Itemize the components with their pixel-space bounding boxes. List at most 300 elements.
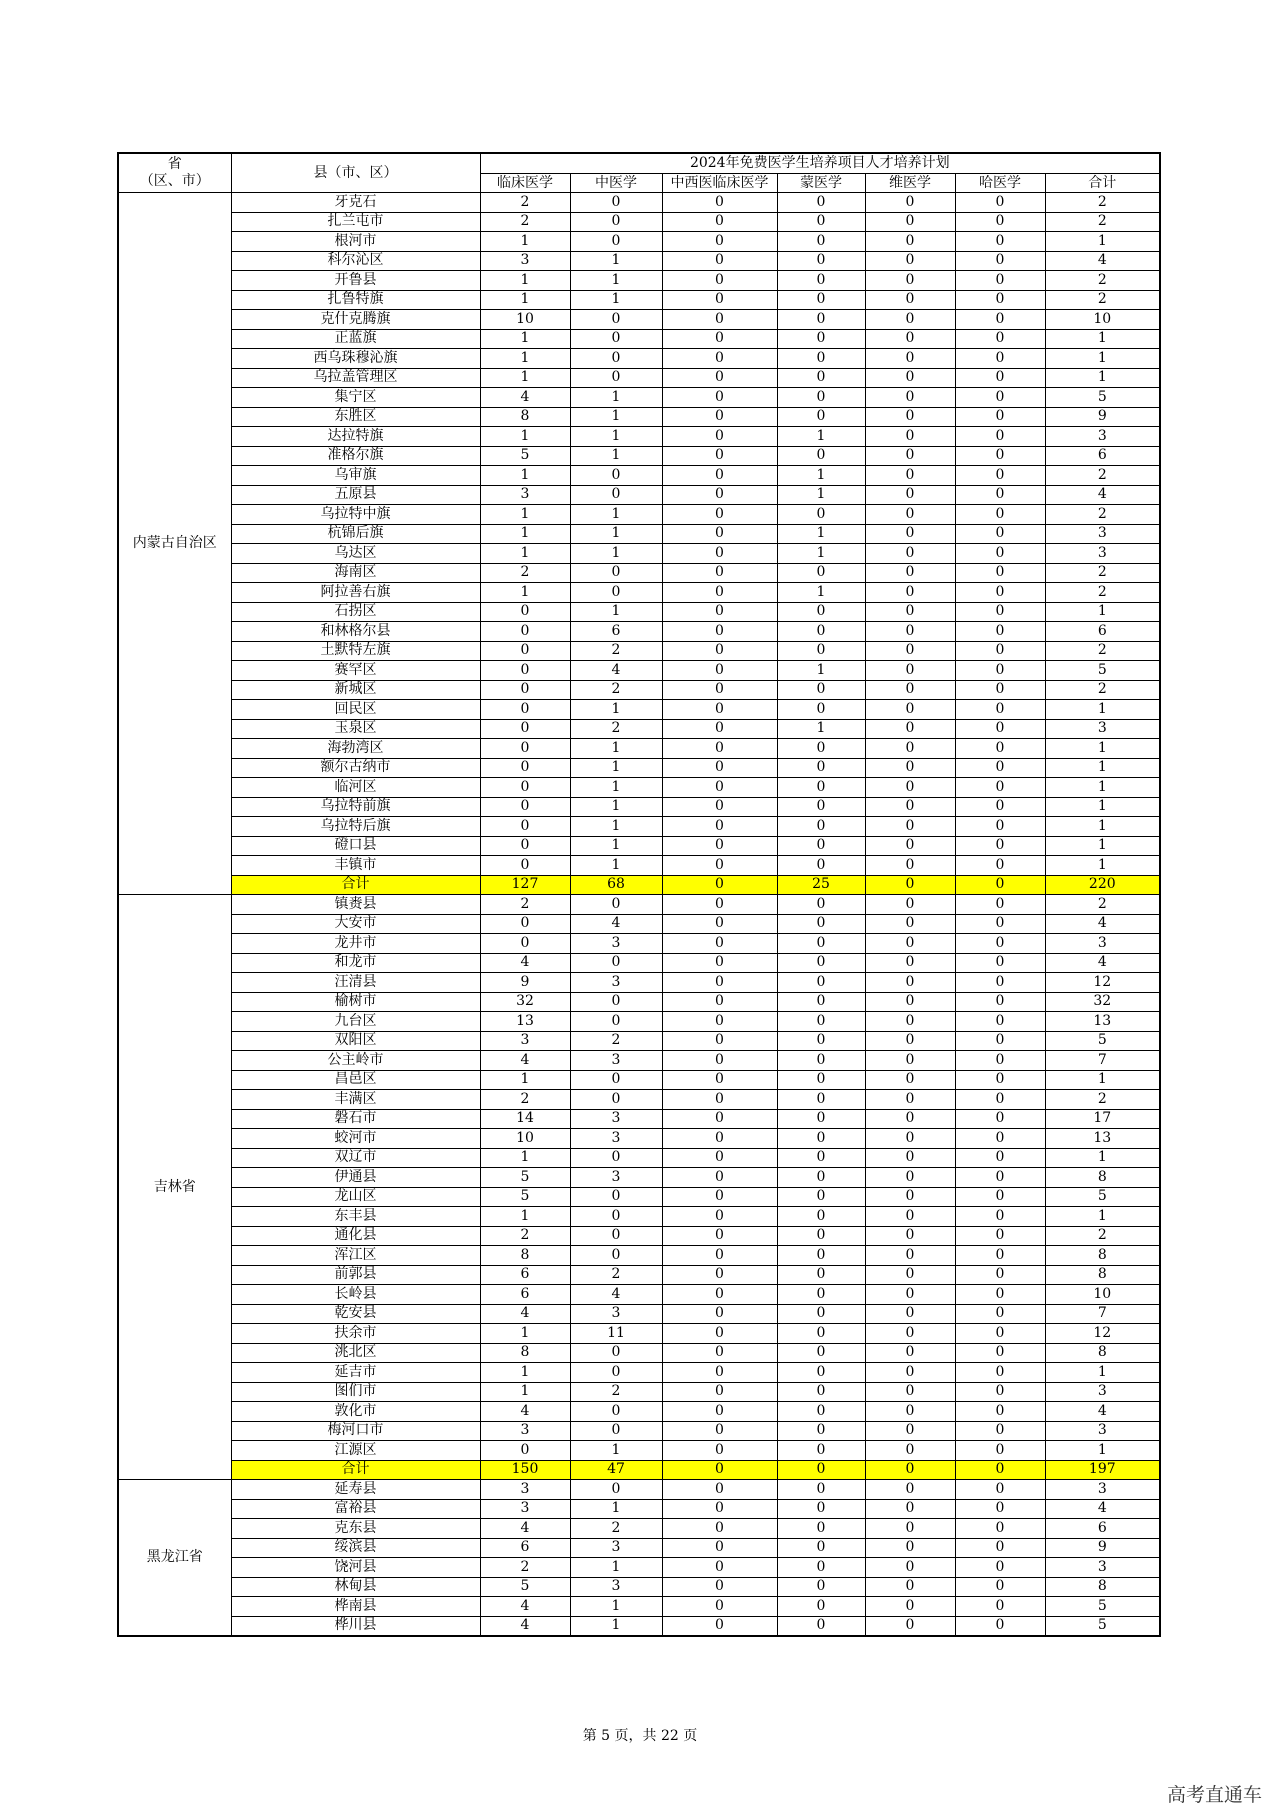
table-row [118, 797, 1160, 817]
value-cell: 10 [1045, 1285, 1160, 1305]
value-cell: 0 [955, 797, 1045, 817]
value-cell: 1 [480, 544, 570, 564]
value-cell: 3 [570, 1129, 662, 1149]
value-cell: 0 [865, 602, 955, 622]
value-cell: 0 [955, 758, 1045, 778]
value-cell: 1 [480, 349, 570, 369]
table-row [118, 583, 1160, 603]
value-cell: 0 [777, 602, 865, 622]
value-cell: 0 [662, 661, 777, 681]
value-cell: 6 [1045, 622, 1160, 642]
value-cell: 0 [955, 1090, 1045, 1110]
county-cell: 土默特左旗 [231, 641, 480, 661]
value-cell: 0 [777, 1441, 865, 1461]
county-cell: 牙克石 [231, 193, 480, 213]
value-cell: 0 [662, 778, 777, 798]
table-row [118, 290, 1160, 310]
value-cell: 1 [1045, 1207, 1160, 1227]
value-cell: 0 [865, 1441, 955, 1461]
value-cell: 0 [777, 1324, 865, 1344]
value-cell: 0 [955, 1538, 1045, 1558]
county-cell: 和林格尔县 [231, 622, 480, 642]
table-row [118, 388, 1160, 408]
province-header-line1: 省 [167, 156, 182, 172]
table-row [118, 251, 1160, 271]
county-cell: 乌拉盖管理区 [231, 368, 480, 388]
value-cell: 0 [480, 836, 570, 856]
value-cell: 0 [480, 758, 570, 778]
value-cell: 0 [662, 329, 777, 349]
value-cell: 0 [662, 1148, 777, 1168]
value-cell: 0 [777, 1363, 865, 1383]
value-cell: 0 [865, 758, 955, 778]
table-row [118, 758, 1160, 778]
value-cell: 32 [480, 992, 570, 1012]
value-cell: 0 [662, 719, 777, 739]
total-row [118, 875, 1160, 895]
value-cell: 0 [955, 563, 1045, 583]
value-cell: 1 [1045, 368, 1160, 388]
value-cell: 0 [865, 661, 955, 681]
value-cell: 0 [955, 1012, 1045, 1032]
total-value-cell: 0 [777, 1460, 865, 1480]
value-cell: 8 [480, 1246, 570, 1266]
value-cell: 0 [955, 1480, 1045, 1500]
col-header-integrated: 中西医临床医学 [662, 174, 777, 193]
value-cell: 0 [955, 914, 1045, 934]
county-cell: 桦南县 [231, 1597, 480, 1617]
value-cell: 1 [777, 485, 865, 505]
value-cell: 1 [480, 583, 570, 603]
value-cell: 0 [777, 992, 865, 1012]
value-cell: 0 [480, 719, 570, 739]
value-cell: 0 [865, 1382, 955, 1402]
value-cell: 2 [570, 680, 662, 700]
value-cell: 0 [955, 1363, 1045, 1383]
value-cell: 0 [865, 914, 955, 934]
value-cell: 0 [955, 212, 1045, 232]
value-cell: 0 [955, 1616, 1045, 1636]
value-cell: 0 [662, 856, 777, 876]
value-cell: 0 [570, 1187, 662, 1207]
value-cell: 0 [570, 1363, 662, 1383]
county-cell: 额尔古纳市 [231, 758, 480, 778]
value-cell: 2 [570, 1031, 662, 1051]
value-cell: 0 [777, 1402, 865, 1422]
value-cell: 0 [955, 836, 1045, 856]
value-cell: 2 [1045, 680, 1160, 700]
table-row [118, 719, 1160, 739]
value-cell: 0 [865, 1597, 955, 1617]
value-cell: 0 [570, 1070, 662, 1090]
value-cell: 7 [1045, 1304, 1160, 1324]
county-cell: 双辽市 [231, 1148, 480, 1168]
table-row [118, 271, 1160, 291]
value-cell: 9 [480, 973, 570, 993]
value-cell: 0 [777, 1538, 865, 1558]
value-cell: 8 [1045, 1265, 1160, 1285]
county-cell: 克什克腾旗 [231, 310, 480, 330]
value-cell: 0 [570, 349, 662, 369]
value-cell: 3 [570, 934, 662, 954]
value-cell: 2 [480, 212, 570, 232]
value-cell: 1 [570, 817, 662, 837]
value-cell: 0 [662, 388, 777, 408]
value-cell: 0 [662, 817, 777, 837]
table-row [118, 466, 1160, 486]
value-cell: 0 [570, 232, 662, 252]
table-row [118, 836, 1160, 856]
value-cell: 4 [570, 914, 662, 934]
value-cell: 3 [570, 1168, 662, 1188]
value-cell: 0 [865, 817, 955, 837]
county-cell: 西乌珠穆沁旗 [231, 349, 480, 369]
value-cell: 0 [570, 583, 662, 603]
value-cell: 0 [777, 1207, 865, 1227]
value-cell: 0 [955, 1382, 1045, 1402]
value-cell: 0 [570, 329, 662, 349]
province-cell: 黑龙江省 [118, 1480, 231, 1637]
value-cell: 0 [865, 388, 955, 408]
county-cell: 林甸县 [231, 1577, 480, 1597]
value-cell: 0 [662, 1538, 777, 1558]
value-cell: 0 [777, 1499, 865, 1519]
value-cell: 0 [777, 1148, 865, 1168]
value-cell: 3 [1045, 524, 1160, 544]
county-cell: 公主岭市 [231, 1051, 480, 1071]
value-cell: 0 [955, 1499, 1045, 1519]
table-row [118, 817, 1160, 837]
value-cell: 5 [480, 1168, 570, 1188]
value-cell: 0 [777, 700, 865, 720]
table-row [118, 524, 1160, 544]
value-cell: 0 [955, 583, 1045, 603]
county-cell: 扶余市 [231, 1324, 480, 1344]
county-cell: 桦川县 [231, 1616, 480, 1636]
value-cell: 2 [480, 1090, 570, 1110]
value-cell: 0 [662, 349, 777, 369]
value-cell: 0 [955, 934, 1045, 954]
table-row [118, 602, 1160, 622]
value-cell: 1 [570, 290, 662, 310]
value-cell: 0 [865, 1031, 955, 1051]
table-row [118, 1519, 1160, 1539]
value-cell: 0 [865, 446, 955, 466]
value-cell: 0 [865, 700, 955, 720]
table-row [118, 212, 1160, 232]
value-cell: 1 [480, 368, 570, 388]
total-value-cell: 0 [865, 1460, 955, 1480]
value-cell: 1 [1045, 232, 1160, 252]
value-cell: 0 [662, 232, 777, 252]
value-cell: 1 [480, 1207, 570, 1227]
value-cell: 0 [662, 524, 777, 544]
value-cell: 1 [570, 602, 662, 622]
county-cell: 东胜区 [231, 407, 480, 427]
value-cell: 0 [777, 1031, 865, 1051]
county-cell: 富裕县 [231, 1499, 480, 1519]
value-cell: 1 [1045, 700, 1160, 720]
county-cell: 长岭县 [231, 1285, 480, 1305]
value-cell: 1 [480, 427, 570, 447]
value-cell: 1 [570, 427, 662, 447]
value-cell: 0 [570, 1421, 662, 1441]
value-cell: 0 [777, 329, 865, 349]
value-cell: 1 [570, 1616, 662, 1636]
value-cell: 0 [865, 1109, 955, 1129]
table-row [118, 1051, 1160, 1071]
value-cell: 0 [865, 271, 955, 291]
table-row [118, 193, 1160, 213]
value-cell: 0 [865, 544, 955, 564]
table-row [118, 1148, 1160, 1168]
value-cell: 1 [570, 544, 662, 564]
value-cell: 1 [570, 1597, 662, 1617]
value-cell: 0 [955, 271, 1045, 291]
table-row [118, 953, 1160, 973]
value-cell: 0 [865, 1265, 955, 1285]
value-cell: 0 [662, 797, 777, 817]
county-cell: 杭锦后旗 [231, 524, 480, 544]
value-cell: 1 [1045, 797, 1160, 817]
value-cell: 0 [662, 1051, 777, 1071]
value-cell: 2 [570, 1382, 662, 1402]
value-cell: 0 [777, 1285, 865, 1305]
county-cell: 赛罕区 [231, 661, 480, 681]
table-row [118, 1382, 1160, 1402]
table-row [118, 1226, 1160, 1246]
value-cell: 0 [865, 856, 955, 876]
value-cell: 0 [865, 934, 955, 954]
value-cell: 0 [865, 992, 955, 1012]
value-cell: 0 [777, 1168, 865, 1188]
value-cell: 0 [777, 505, 865, 525]
value-cell: 0 [955, 1441, 1045, 1461]
value-cell: 0 [955, 290, 1045, 310]
county-cell: 图们市 [231, 1382, 480, 1402]
value-cell: 0 [662, 1207, 777, 1227]
table-row [118, 973, 1160, 993]
value-cell: 0 [865, 1402, 955, 1422]
value-cell: 0 [955, 739, 1045, 759]
value-cell: 32 [1045, 992, 1160, 1012]
value-cell: 0 [777, 836, 865, 856]
value-cell: 0 [662, 992, 777, 1012]
table-row [118, 700, 1160, 720]
value-cell: 0 [662, 1616, 777, 1636]
county-cell: 延吉市 [231, 1363, 480, 1383]
table-row [118, 1285, 1160, 1305]
county-cell: 阿拉善右旗 [231, 583, 480, 603]
value-cell: 0 [865, 739, 955, 759]
value-cell: 0 [955, 1148, 1045, 1168]
value-cell: 0 [865, 563, 955, 583]
value-cell: 2 [570, 1519, 662, 1539]
value-cell: 2 [1045, 583, 1160, 603]
value-cell: 0 [955, 953, 1045, 973]
value-cell: 0 [570, 466, 662, 486]
value-cell: 0 [662, 758, 777, 778]
value-cell: 0 [777, 349, 865, 369]
value-cell: 0 [955, 1304, 1045, 1324]
value-cell: 0 [865, 1558, 955, 1578]
value-cell: 0 [480, 661, 570, 681]
value-cell: 0 [662, 973, 777, 993]
col-header-clinical: 临床医学 [480, 174, 570, 193]
value-cell: 0 [662, 1558, 777, 1578]
value-cell: 0 [777, 973, 865, 993]
value-cell: 0 [662, 544, 777, 564]
value-cell: 0 [777, 446, 865, 466]
county-cell: 石拐区 [231, 602, 480, 622]
value-cell: 4 [480, 1519, 570, 1539]
county-cell: 新城区 [231, 680, 480, 700]
value-cell: 0 [662, 1129, 777, 1149]
value-cell: 6 [570, 622, 662, 642]
value-cell: 0 [777, 1519, 865, 1539]
value-cell: 1 [1045, 1148, 1160, 1168]
value-cell: 0 [662, 1519, 777, 1539]
value-cell: 0 [662, 602, 777, 622]
value-cell: 0 [662, 1109, 777, 1129]
value-cell: 0 [570, 1226, 662, 1246]
value-cell: 4 [1045, 1499, 1160, 1519]
value-cell: 0 [662, 914, 777, 934]
col-header-tcm: 中医学 [570, 174, 662, 193]
value-cell: 0 [777, 251, 865, 271]
table-row [118, 856, 1160, 876]
value-cell: 0 [777, 934, 865, 954]
value-cell: 4 [1045, 485, 1160, 505]
total-label-cell: 合计 [231, 1460, 480, 1480]
value-cell: 2 [1045, 193, 1160, 213]
col-header-total: 合计 [1045, 174, 1160, 193]
table-body [118, 193, 1160, 1637]
table-row [118, 1480, 1160, 1500]
value-cell: 0 [662, 193, 777, 213]
value-cell: 0 [662, 680, 777, 700]
value-cell: 2 [1045, 563, 1160, 583]
county-cell: 镇赉县 [231, 895, 480, 915]
value-cell: 1 [480, 1148, 570, 1168]
value-cell: 1 [570, 505, 662, 525]
value-cell: 0 [865, 1168, 955, 1188]
value-cell: 0 [777, 914, 865, 934]
value-cell: 1 [777, 661, 865, 681]
value-cell: 0 [865, 1480, 955, 1500]
table-row [118, 407, 1160, 427]
value-cell: 7 [1045, 1051, 1160, 1071]
value-cell: 0 [777, 1558, 865, 1578]
county-cell: 集宁区 [231, 388, 480, 408]
table-row [118, 992, 1160, 1012]
table-row [118, 1129, 1160, 1149]
county-cell: 扎兰屯市 [231, 212, 480, 232]
value-cell: 0 [570, 1246, 662, 1266]
value-cell: 11 [570, 1324, 662, 1344]
county-cell: 乌拉特后旗 [231, 817, 480, 837]
county-cell: 和龙市 [231, 953, 480, 973]
value-cell: 0 [570, 953, 662, 973]
value-cell: 0 [662, 310, 777, 330]
value-cell: 0 [662, 427, 777, 447]
table-row [118, 1441, 1160, 1461]
value-cell: 1 [480, 1070, 570, 1090]
value-cell: 1 [777, 427, 865, 447]
value-cell: 0 [955, 1226, 1045, 1246]
value-cell: 0 [955, 485, 1045, 505]
value-cell: 10 [480, 1129, 570, 1149]
value-cell: 0 [570, 895, 662, 915]
total-value-cell: 68 [570, 875, 662, 895]
table-row [118, 1499, 1160, 1519]
value-cell: 3 [1045, 1421, 1160, 1441]
value-cell: 3 [1045, 1382, 1160, 1402]
value-cell: 0 [480, 778, 570, 798]
value-cell: 5 [1045, 1597, 1160, 1617]
value-cell: 0 [955, 544, 1045, 564]
value-cell: 0 [662, 505, 777, 525]
value-cell: 0 [955, 368, 1045, 388]
value-cell: 1 [480, 271, 570, 291]
value-cell: 0 [865, 1577, 955, 1597]
value-cell: 0 [777, 680, 865, 700]
value-cell: 0 [662, 1421, 777, 1441]
value-cell: 0 [777, 407, 865, 427]
value-cell: 0 [777, 758, 865, 778]
value-cell: 3 [570, 1538, 662, 1558]
value-cell: 0 [865, 1616, 955, 1636]
value-cell: 0 [955, 1324, 1045, 1344]
value-cell: 8 [1045, 1343, 1160, 1363]
value-cell: 0 [570, 212, 662, 232]
value-cell: 4 [1045, 251, 1160, 271]
value-cell: 1 [1045, 602, 1160, 622]
table-row [118, 934, 1160, 954]
value-cell: 9 [1045, 407, 1160, 427]
value-cell: 0 [570, 1090, 662, 1110]
value-cell: 0 [777, 388, 865, 408]
value-cell: 1 [1045, 739, 1160, 759]
value-cell: 3 [1045, 1558, 1160, 1578]
total-value-cell: 25 [777, 875, 865, 895]
value-cell: 0 [955, 446, 1045, 466]
value-cell: 3 [480, 1421, 570, 1441]
value-cell: 0 [662, 1480, 777, 1500]
value-cell: 4 [480, 1402, 570, 1422]
value-cell: 0 [955, 661, 1045, 681]
county-cell: 临河区 [231, 778, 480, 798]
value-cell: 3 [570, 1577, 662, 1597]
county-header: 县（市、区） [231, 153, 480, 193]
value-cell: 5 [1045, 661, 1160, 681]
value-cell: 1 [1045, 778, 1160, 798]
value-cell: 0 [865, 232, 955, 252]
value-cell: 2 [1045, 505, 1160, 525]
value-cell: 0 [570, 1207, 662, 1227]
value-cell: 0 [865, 895, 955, 915]
value-cell: 0 [777, 193, 865, 213]
value-cell: 0 [955, 1070, 1045, 1090]
value-cell: 0 [662, 563, 777, 583]
table-row [118, 563, 1160, 583]
table-row [118, 1207, 1160, 1227]
value-cell: 0 [662, 1285, 777, 1305]
value-cell: 0 [865, 407, 955, 427]
value-cell: 0 [865, 251, 955, 271]
table-row [118, 544, 1160, 564]
value-cell: 0 [865, 1363, 955, 1383]
